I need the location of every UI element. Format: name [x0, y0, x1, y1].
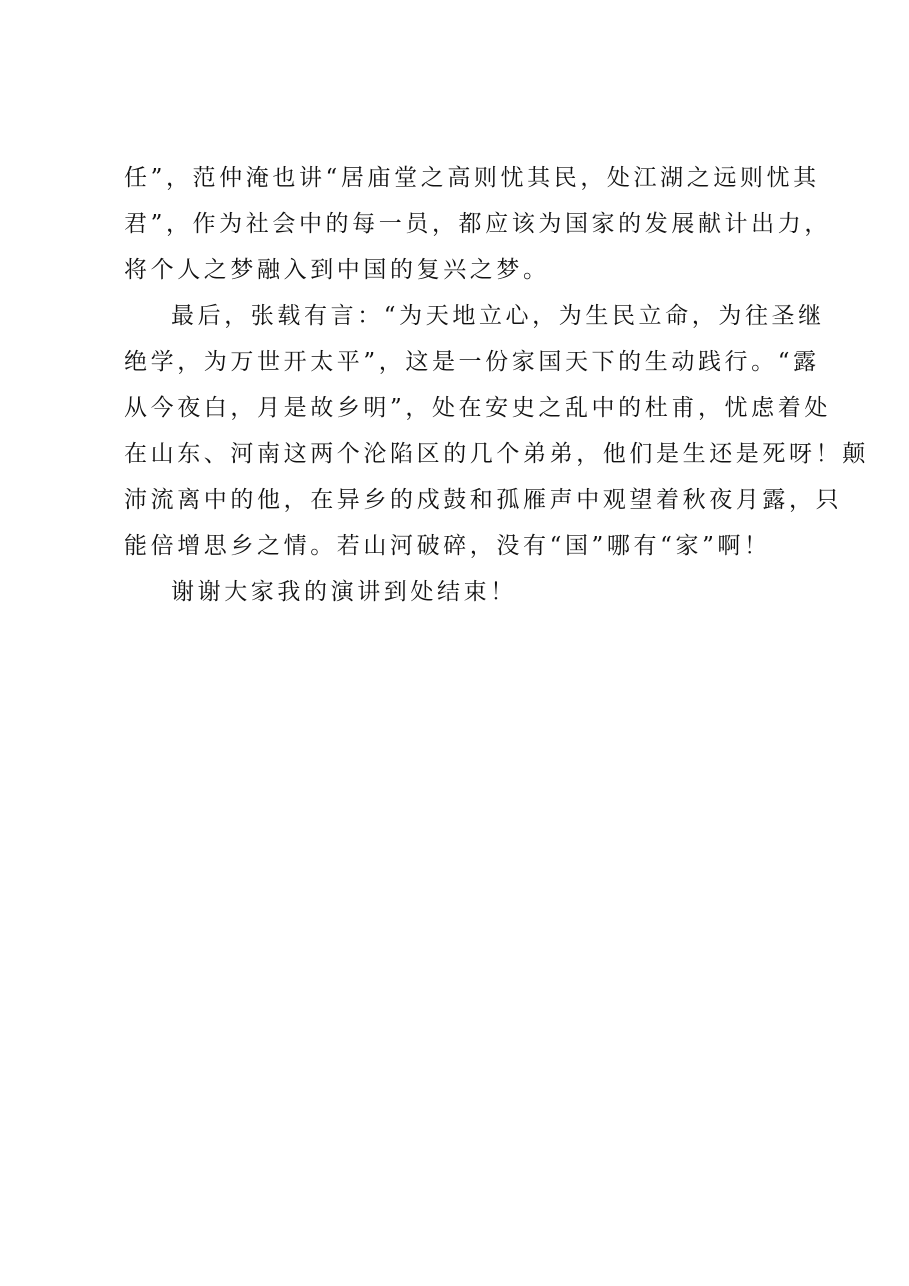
text-line: 谢谢大家我的演讲到处结束！: [171, 579, 517, 605]
text-line: 最后，张载有言：“为天地立心，为生民立命，为往圣继: [171, 303, 825, 329]
text-line: 在山东、河南这两个沦陷区的几个弟弟，他们是生还是死呀！颠: [124, 441, 869, 467]
text-line: 任”，范仲淹也讲“居庙堂之高则忧其民，处江湖之远则忧其: [124, 165, 820, 191]
text-line: 绝学，为万世开太平”，这是一份家国天下的生动践行。“露: [124, 349, 820, 375]
paragraph-2: [124, 301, 869, 561]
text-line: 将个人之梦融入到中国的复兴之梦。: [124, 257, 550, 283]
document-body: [124, 163, 869, 607]
text-line: 沛流离中的他，在异乡的戍鼓和孤雁声中观望着秋夜月露，只: [124, 487, 843, 513]
text-line: 从今夜白，月是故乡明”，处在安史之乱中的杜甫，忧虑着处: [124, 395, 831, 421]
paragraph-3: [124, 577, 804, 607]
paragraph-1: [124, 163, 831, 285]
text-line: 能倍增思乡之情。若山河破碎，没有“国”哪有“家”啊！: [124, 533, 771, 559]
text-line: 君”，作为社会中的每一员，都应该为国家的发展献计出力，: [124, 211, 831, 237]
